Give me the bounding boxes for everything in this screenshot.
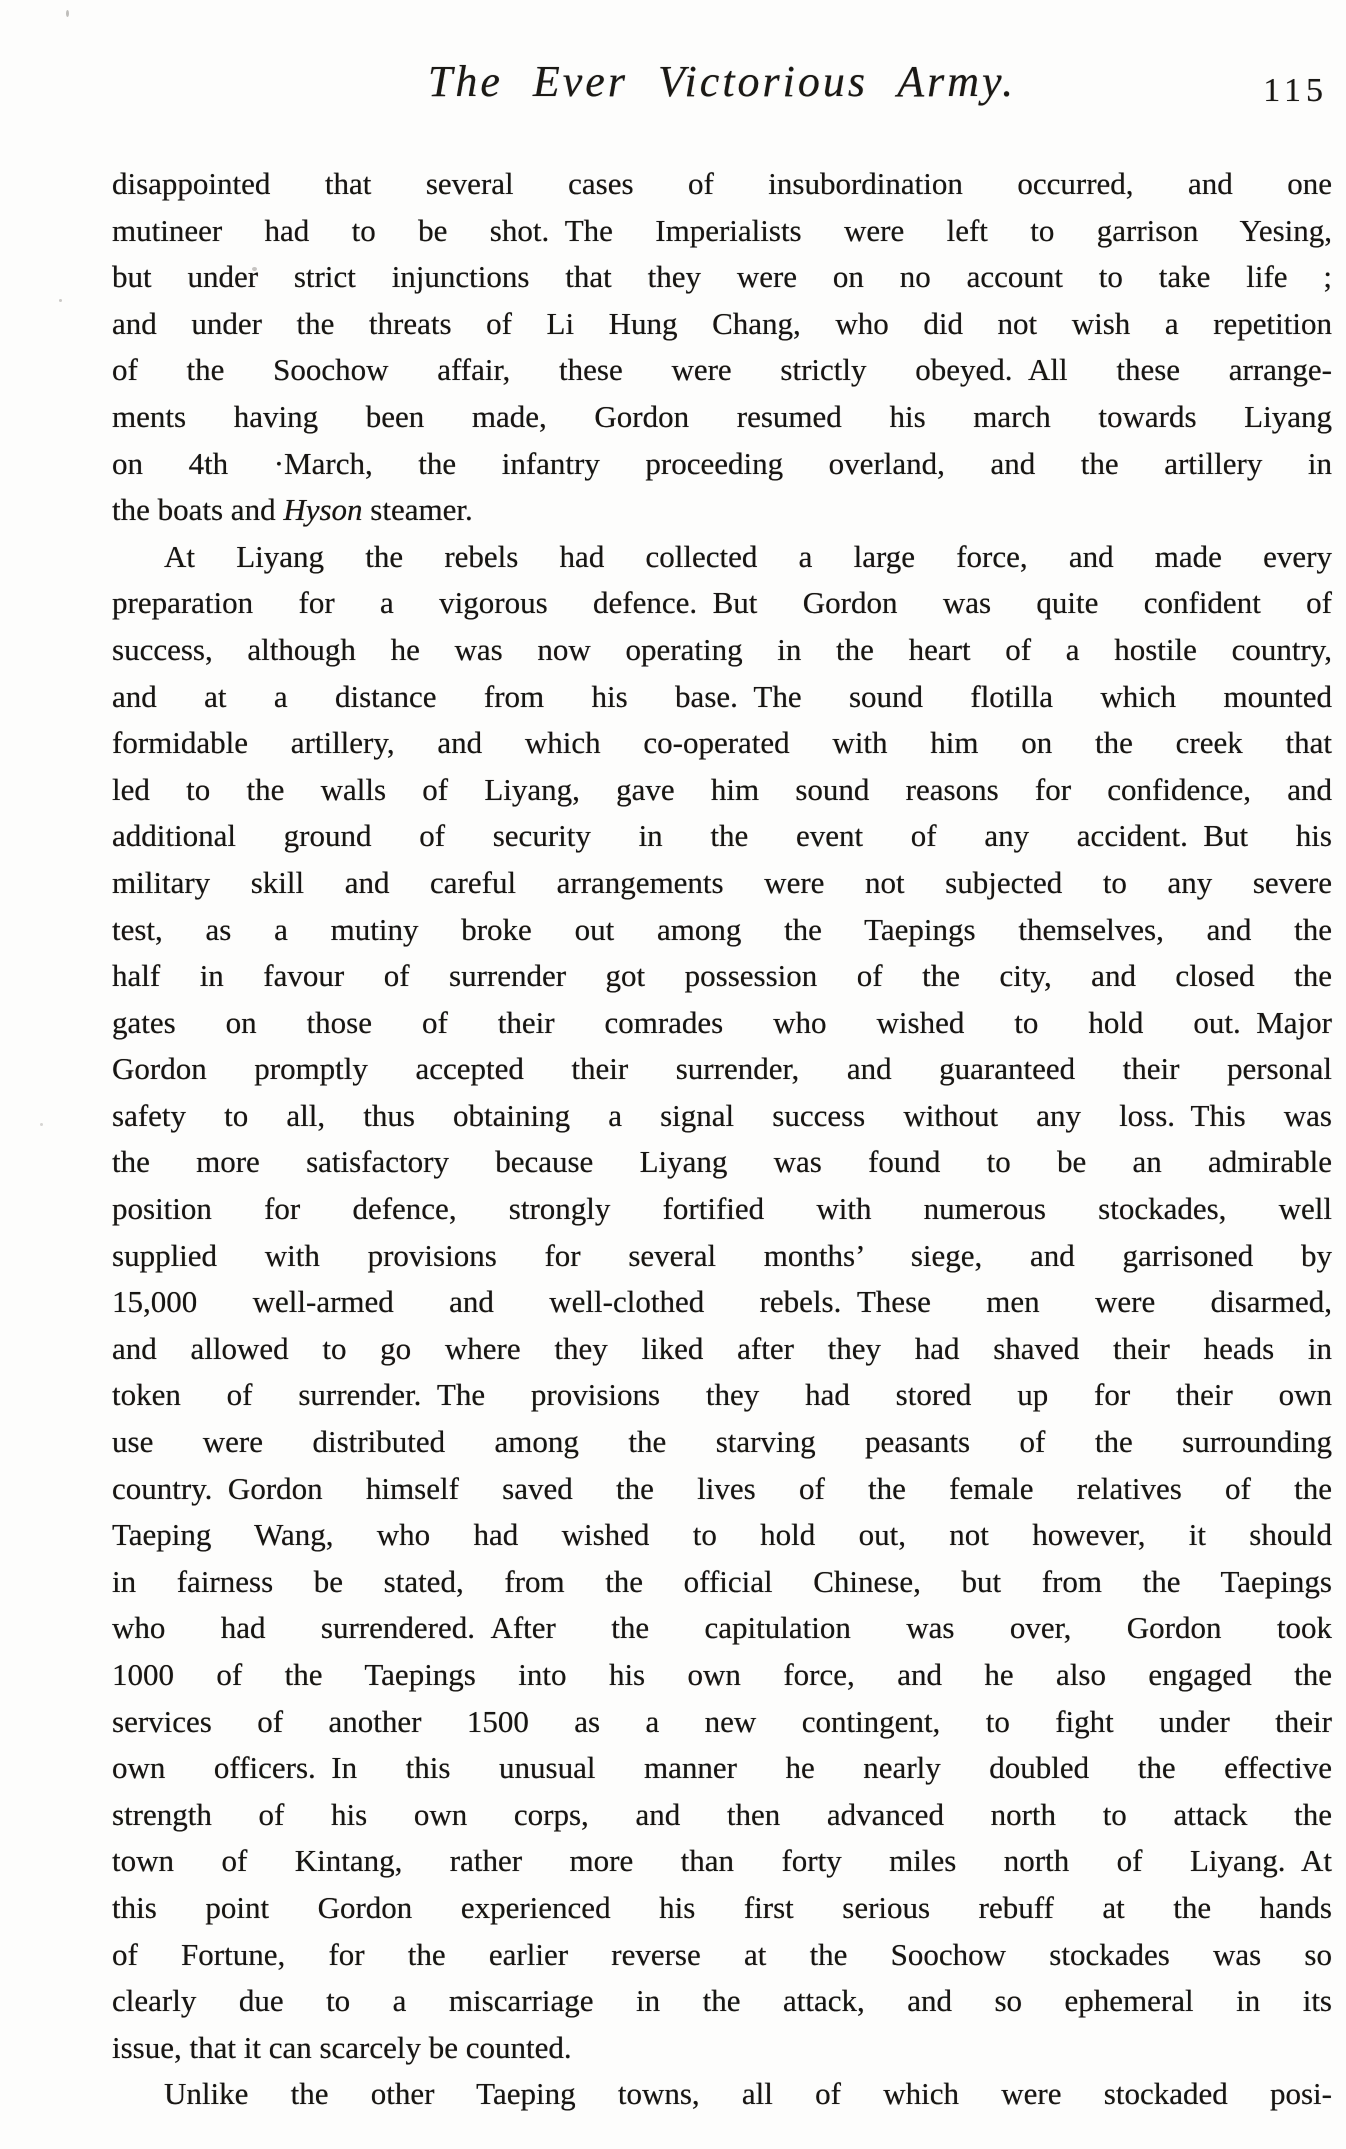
text-line (112, 1605, 1332, 1652)
text-line (112, 907, 1332, 954)
text-line (112, 1559, 1332, 1606)
text-line (112, 1792, 1332, 1839)
text-line (112, 1326, 1332, 1373)
text-segment: disappointed that several cases of insubordination occurred, and one (112, 166, 1332, 201)
text-line (112, 1885, 1332, 1932)
text-segment: town of Kintang, rather more than forty miles north of Liyang. At (112, 1843, 1332, 1879)
text-segment: token of surrender. The provisions they had stored up for their own (112, 1377, 1332, 1413)
text-segment: At Liyang the rebels had collected a large force, and made every (164, 538, 1332, 574)
text-segment: success, although he was now operating in the heart of a hostile country, (112, 631, 1332, 667)
text-segment: clearly due to a miscarriage in the attack, and so ephemeral in its (112, 1983, 1332, 2019)
text-line (112, 1186, 1332, 1233)
text-segment: additional ground of security in the event of any accident. But his (112, 818, 1332, 854)
text-line (112, 1745, 1332, 1792)
text-line (112, 1372, 1332, 1419)
text-line (112, 1699, 1332, 1746)
text-line (112, 1512, 1332, 1559)
running-header-title: The Ever Victorious Army. (427, 57, 1017, 106)
text-line (112, 1093, 1332, 1140)
text-line (112, 767, 1332, 814)
text-segment: this point Gordon experienced his first serious rebuff at the hands (112, 1889, 1332, 1925)
text-line (112, 347, 1332, 394)
text-segment: the more satisfactory because Liyang was found to be an admirable (112, 1144, 1332, 1180)
text-line (112, 1279, 1332, 1326)
text-segment: issue, that it can scarcely be counted. (112, 2029, 572, 2065)
text-segment: supplied with provisions for several months’ siege, and garrisoned by (112, 1237, 1332, 1273)
text-segment: use were distributed among the starving peasants of the surrounding (112, 1424, 1332, 1460)
page-body (112, 161, 1332, 2118)
text-line (112, 1000, 1332, 1047)
text-segment: Gordon promptly accepted their surrender, and guaranteed their personal (112, 1051, 1332, 1087)
text-line (112, 161, 1332, 208)
text-line (112, 720, 1332, 767)
text-segment: country. Gordon himself saved the lives of the female relatives of the (112, 1470, 1332, 1506)
text-segment: of Fortune, for the earlier reverse at the Soochow stockades was so (112, 1936, 1332, 1972)
text-line (112, 580, 1332, 627)
text-line (112, 1139, 1332, 1186)
text-line (112, 534, 1332, 581)
text-line (112, 813, 1332, 860)
text-segment: and allowed to go where they liked after they had shaved their heads in (112, 1330, 1332, 1366)
text-segment: ments having been made, Gordon resumed his march towards Liyang (112, 398, 1332, 434)
text-segment: own officers. In this unusual manner he nearly doubled the effective (112, 1750, 1332, 1786)
text-segment: half in favour of surrender got possession of the city, and closed the (112, 958, 1332, 994)
text-segment: steamer. (362, 492, 473, 528)
text-segment: the boats and (112, 492, 284, 528)
text-line (112, 301, 1332, 348)
text-segment: in fairness be stated, from the official Chinese, but from the Taepings (112, 1563, 1332, 1599)
text-segment: gates on those of their comrades who wished to hold out. Major (112, 1004, 1332, 1040)
text-segment: Taeping Wang, who had wished to hold out, not however, it should (112, 1517, 1332, 1553)
text-line (112, 2025, 1332, 2072)
text-line (112, 1652, 1332, 1699)
text-segment: position for defence, strongly fortified with numerous stockades, well (112, 1191, 1332, 1227)
scan-speck (66, 10, 69, 17)
text-line (112, 674, 1332, 721)
text-line (112, 1838, 1332, 1885)
text-line (112, 627, 1332, 674)
text-line (112, 1233, 1332, 1280)
text-line (112, 254, 1332, 301)
text-line (112, 208, 1332, 255)
text-line (112, 860, 1332, 907)
text-segment: and under the threats of Li Hung Chang, who did not wish a repetition (112, 305, 1332, 341)
italic-text: Hyson (283, 492, 363, 528)
text-segment: preparation for a vigorous defence. But Gordon was quite confident of (112, 585, 1332, 621)
text-segment: on 4th ·March, the infantry proceeding overland, and the artillery in (112, 445, 1332, 481)
text-segment: test, as a mutiny broke out among the Taepings themselves, and the (112, 911, 1332, 947)
text-segment: 15,000 well-armed and well-clothed rebels. These men were disarmed, (112, 1284, 1332, 1320)
text-line (112, 1466, 1332, 1513)
text-segment: Unlike the other Taeping towns, all of which were stockaded posi- (164, 2076, 1332, 2112)
text-line (112, 1419, 1332, 1466)
text-segment: 1000 of the Taepings into his own force, and he also engaged the (112, 1657, 1332, 1692)
page-number: 115 (1263, 72, 1328, 109)
text-segment: military skill and careful arrangements were not subjected to any severe (112, 864, 1332, 900)
text-segment: formidable artillery, and which co-operated with him on the creek that (112, 725, 1332, 761)
scan-speck (59, 299, 62, 302)
text-segment: strength of his own corps, and then advanced north to attack the (112, 1796, 1332, 1832)
text-line (112, 1932, 1332, 1979)
page-header (112, 56, 1332, 130)
text-line (112, 1046, 1332, 1093)
text-segment: safety to all, thus obtaining a signal success without any loss. This was (112, 1097, 1332, 1133)
scan-speck (40, 1123, 43, 1126)
text-segment: of the Soochow affair, these were strictly obeyed. All these arrange- (112, 352, 1332, 388)
text-segment: led to the walls of Liyang, gave him sound reasons for confidence, and (112, 771, 1332, 807)
text-segment: mutineer had to be shot. The Imperialists were left to garrison Yesing, (112, 212, 1332, 248)
text-segment: and at a distance from his base. The sound flotilla which mounted (112, 678, 1332, 714)
text-segment: but under strict injunctions that they were on no account to take life ; (112, 259, 1332, 295)
text-line (112, 487, 1332, 534)
text-line (112, 953, 1332, 1000)
text-segment: who had surrendered. After the capitulation was over, Gordon took (112, 1610, 1332, 1646)
text-line (112, 441, 1332, 488)
text-line (112, 1978, 1332, 2025)
text-segment: services of another 1500 as a new contingent, to fight under their (112, 1703, 1332, 1739)
text-line (112, 2071, 1332, 2118)
text-line (112, 394, 1332, 441)
